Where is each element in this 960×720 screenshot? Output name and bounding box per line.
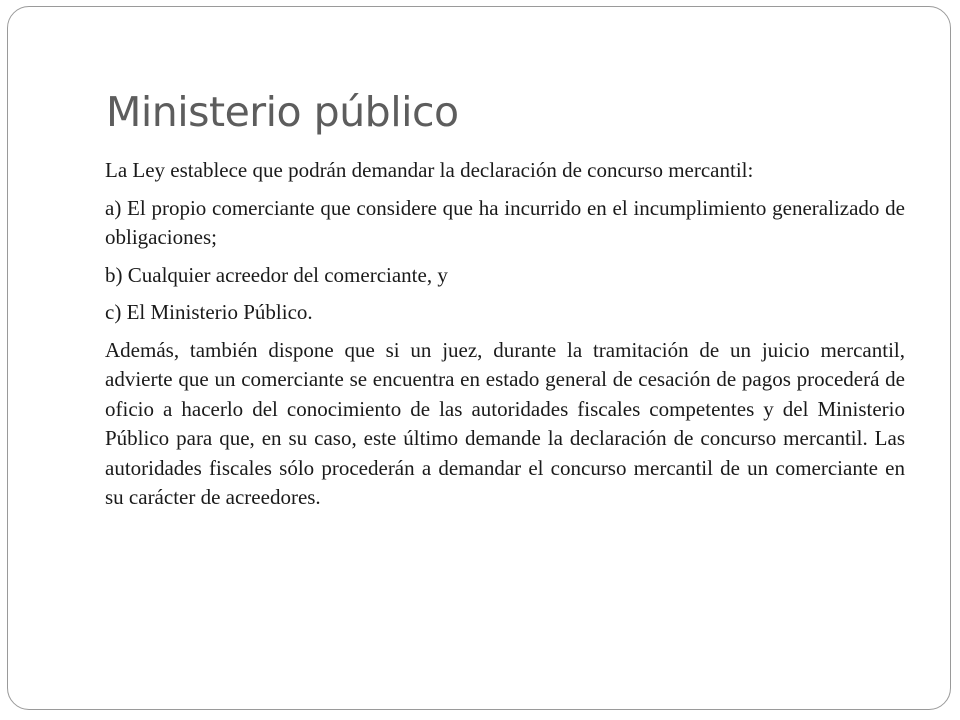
list-item-c: c) El Ministerio Público.: [105, 300, 313, 324]
list-item-b: b) Cualquier acreedor del comerciante, y: [105, 262, 448, 287]
closing-paragraph: Además, también dispone que si un juez, durante la tramitación de un juicio mercantil, advierte que un comerciante se encuentra en estado general de cesación de pagos procederá de oficio a hacerlo del conocimiento de las autoridades fiscales competentes y del Ministerio Público para que, en su caso, este último demande la declaración de concurso mercantil. Las autoridades fiscales sólo procederán a demandar el concurso mercantil de un comerciante en su carácter de acreedores.: [105, 337, 905, 509]
intro-paragraph: La Ley establece que podrán demandar la declaración de concurso mercantil:: [105, 158, 754, 182]
slide-body: [105, 156, 905, 521]
list-item-a: a) El propio comerciante que considere que ha incurrido en el incumplimiento generalizado de obligaciones;: [105, 195, 905, 249]
slide-title: Ministerio público: [106, 88, 459, 136]
